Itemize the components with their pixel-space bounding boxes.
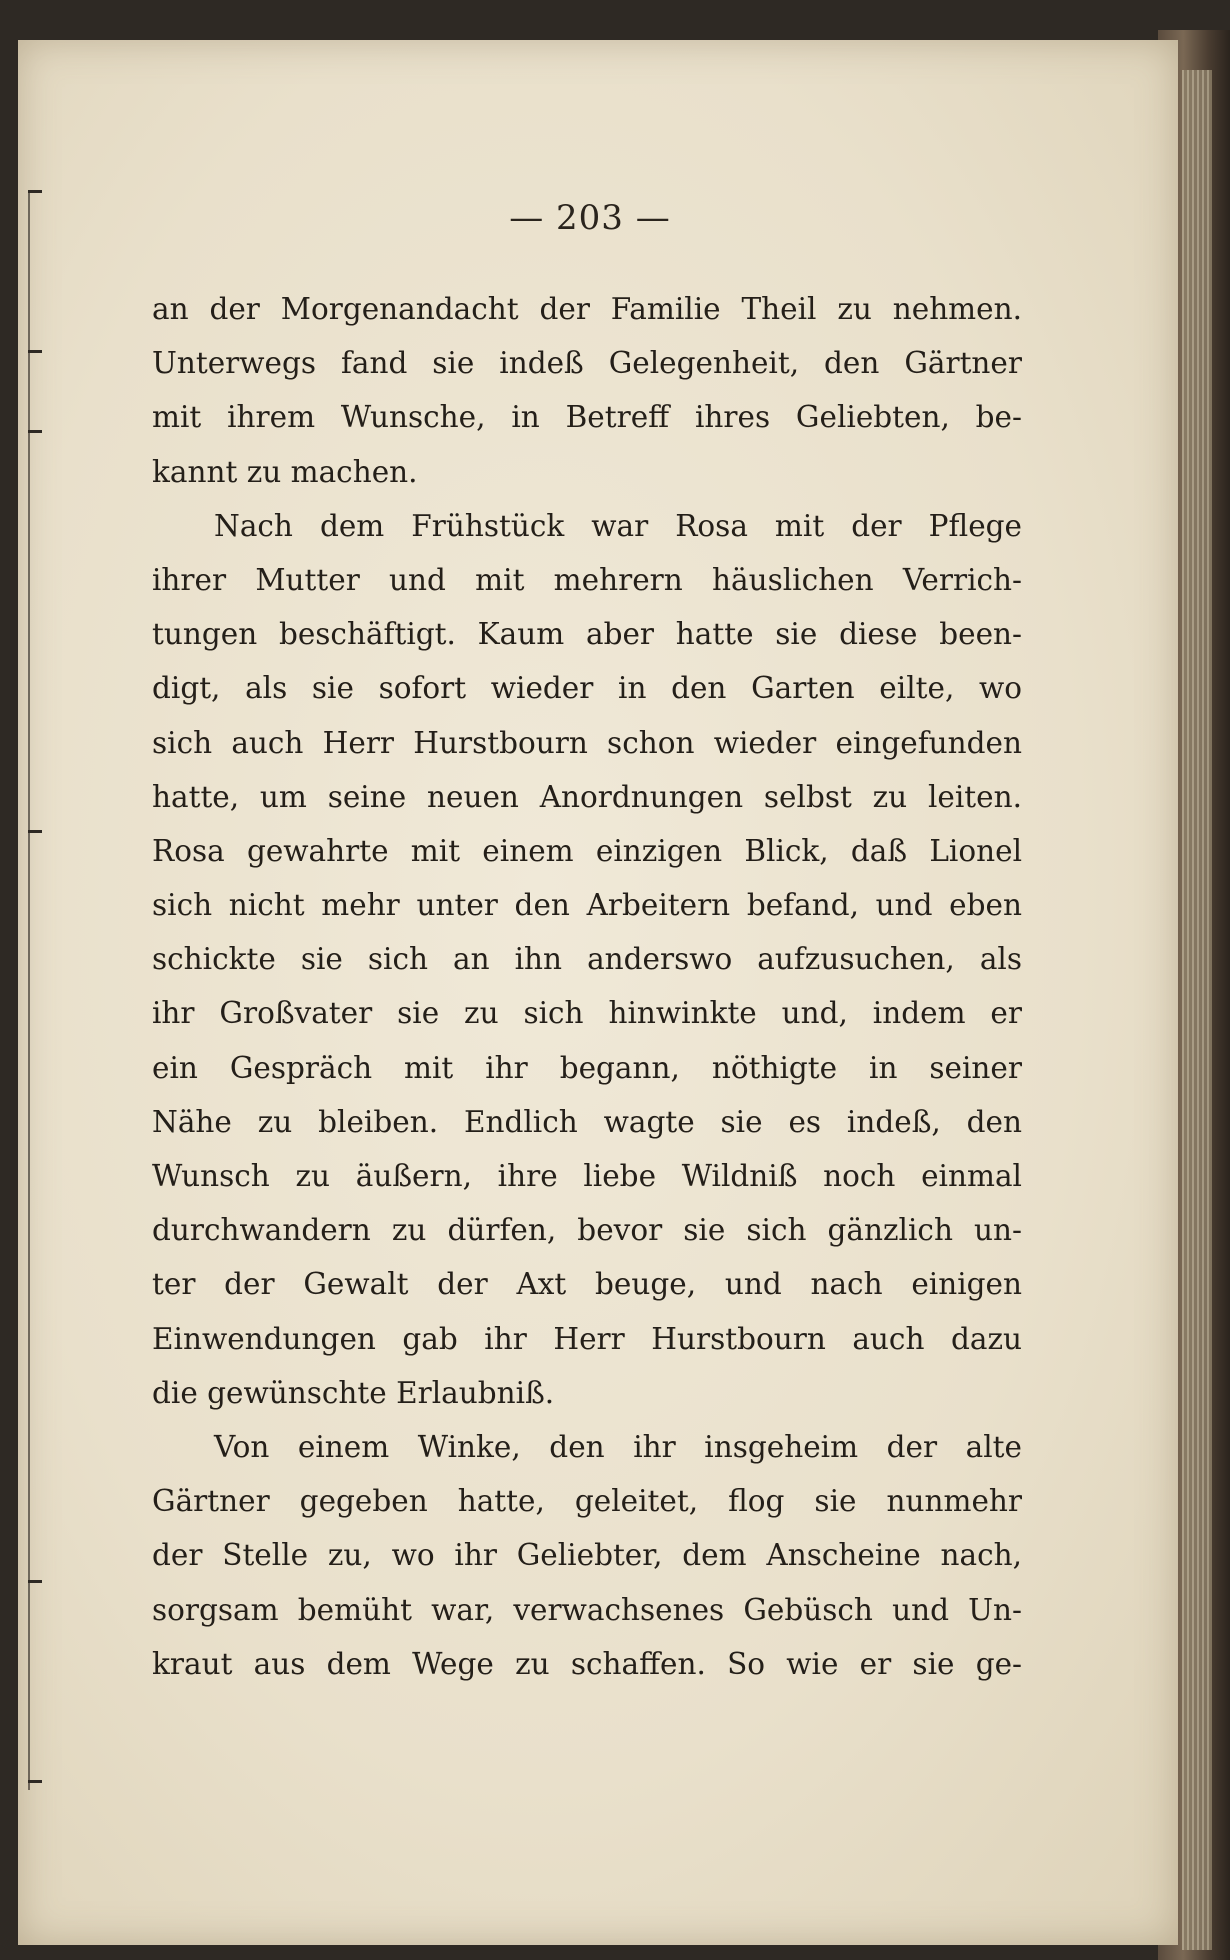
margin-mark: [28, 1580, 42, 1583]
text-line: durchwandern zu dürfen, bevor sie sich gänzlich un-: [152, 1213, 1022, 1248]
page-edges: [1182, 70, 1212, 1950]
page-number: — 203 —: [509, 198, 671, 238]
text-line: ihrer Mutter und mit mehrern häuslichen Verrich-: [152, 562, 1022, 597]
text-line: Gärtner gegeben hatte, geleitet, flog sie nunmehr: [152, 1484, 1022, 1519]
margin-mark: [28, 830, 42, 833]
margin-mark: [28, 350, 42, 353]
text-line: tungen beschäftigt. Kaum aber hatte sie diese been-: [152, 617, 1022, 652]
text-line: schickte sie sich an ihn anderswo aufzusuchen, als: [152, 942, 1022, 977]
body-text: [152, 282, 1022, 1691]
text-line: ein Gespräch mit ihr begann, nöthigte in seiner: [152, 1050, 1022, 1085]
margin-mark: [28, 190, 42, 193]
text-line: mit ihrem Wunsche, in Betreff ihres Geliebten, be-: [152, 400, 1022, 435]
text-line: sich auch Herr Hurstbourn schon wieder eingefunden: [152, 725, 1022, 760]
text-line: Nach dem Frühstück war Rosa mit der Pflege: [214, 508, 1022, 543]
text-line: kannt zu machen.: [152, 454, 418, 489]
text-line: ihr Großvater sie zu sich hinwinkte und, indem er: [152, 996, 1022, 1031]
margin-mark: [28, 1780, 42, 1783]
text-line: Von einem Winke, den ihr insgeheim der alte: [214, 1429, 1022, 1464]
text-line: Rosa gewahrte mit einem einzigen Blick, daß Lionel: [152, 833, 1022, 868]
text-line: ter der Gewalt der Axt beuge, und nach einigen: [152, 1267, 1022, 1302]
text-line: sich nicht mehr unter den Arbeitern befand, und eben: [152, 888, 1022, 923]
text-line: der Stelle zu, wo ihr Geliebter, dem Anscheine nach,: [152, 1538, 1022, 1573]
text-line: Nähe zu bleiben. Endlich wagte sie es indeß, den: [152, 1104, 1022, 1139]
text-line: die gewünschte Erlaubniß.: [152, 1375, 555, 1410]
text-line: Einwendungen gab ihr Herr Hurstbourn auch dazu: [152, 1321, 1022, 1356]
margin-mark: [28, 430, 42, 433]
text-line: Unterwegs fand sie indeß Gelegenheit, den Gärtner: [152, 346, 1022, 381]
text-line: Wunsch zu äußern, ihre liebe Wildniß noch einmal: [152, 1159, 1022, 1193]
text-line: digt, als sie sofort wieder in den Garten eilte, wo: [152, 671, 1022, 706]
text-line: hatte, um seine neuen Anordnungen selbst zu leiten.: [152, 779, 1022, 814]
text-line: kraut aus dem Wege zu schaffen. So wie er sie ge-: [152, 1646, 1022, 1681]
text-line: an der Morgenandacht der Familie Theil zu nehmen.: [152, 292, 1022, 326]
binding-margin: [28, 190, 50, 1790]
text-line: sorgsam bemüht war, verwachsenes Gebüsch und Un-: [152, 1592, 1022, 1627]
